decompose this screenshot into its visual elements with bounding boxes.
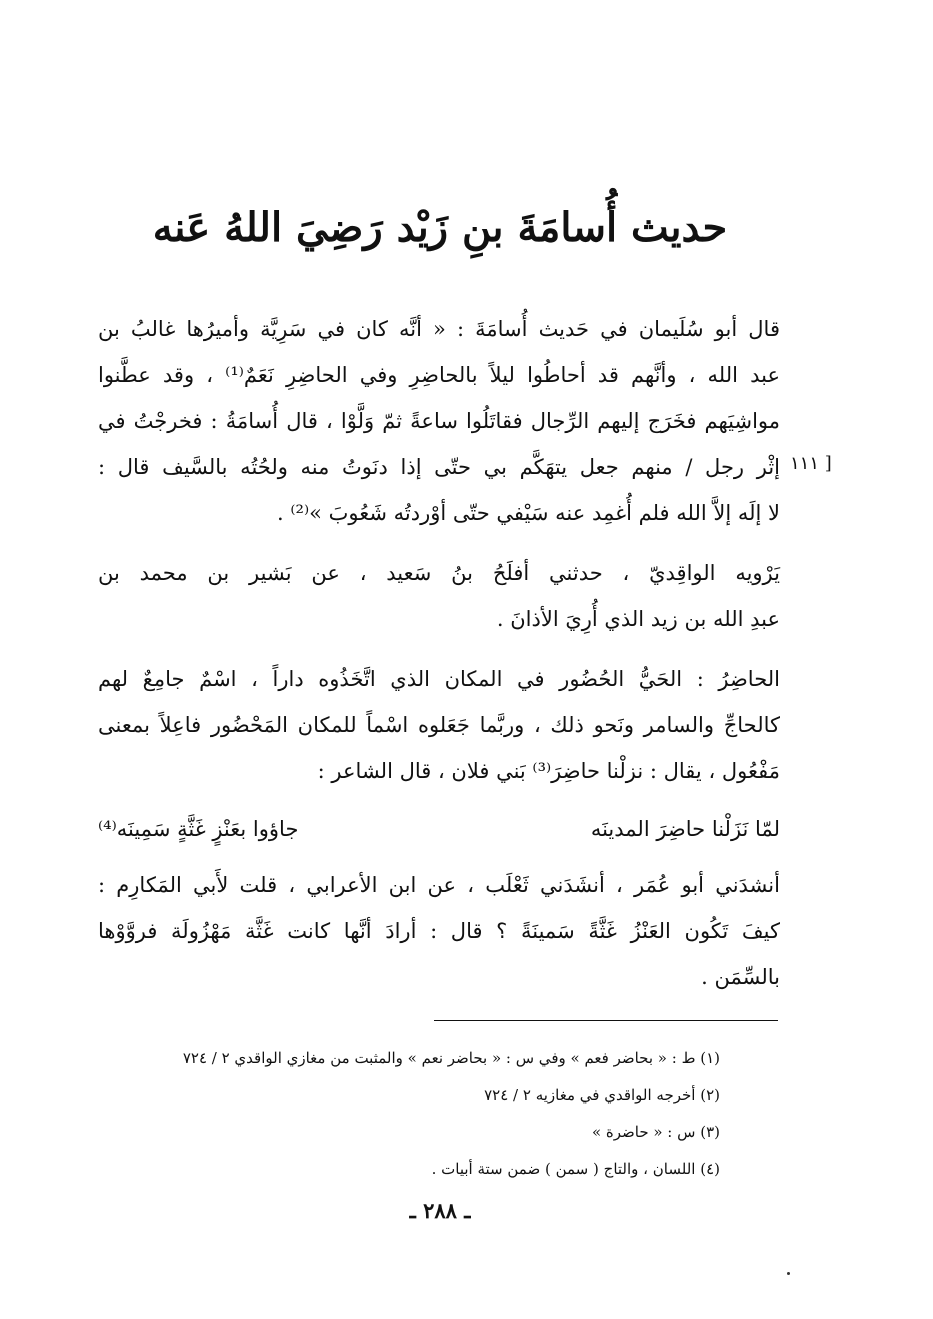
text-line: مَفْعُول ، يقال : نزلْنا حاضِرَ⁽³⁾ بَني فلان ، قال الشاعر :	[317, 759, 780, 783]
marginal-reference: [ ١١١	[790, 453, 832, 474]
page-number: ـ ٢٨٨ ـ	[409, 1198, 471, 1223]
verse-second-hemistich: جاؤوا بعَنْزٍ غَثَّةٍ سَمِينَه⁽⁴⁾	[98, 817, 299, 841]
paragraph-isnad	[98, 550, 780, 642]
footnotes	[120, 1040, 720, 1188]
footnote: (٤) اللسان ، والتاج ( سمن ) ضمن ستة أبيات .	[431, 1160, 720, 1178]
paragraph-explanation	[98, 656, 780, 794]
footnote: (٢) أخرجه الواقدي في مغازيه ٢ / ٧٢٤	[484, 1086, 720, 1104]
text-line: كيفَ تَكُون العَنْزُ غَثَّةً سَمينَةً ؟ قال : أرادَ أنَّها كانت غَثَّة مَهْزُولَة فروَّوْها	[98, 919, 780, 943]
verse-first-hemistich: لمّا نَزَلْنا حاضِرَ المدينَه	[590, 817, 780, 841]
text-line: إثْر رجل / منهم جعل يتهَكَّم بي حتّى إذا دنَوتُ منه ولحُتُه بالسَّيف قال :	[98, 455, 780, 479]
text-line: أنشدَني أبو عُمَر ، أنشَدَني ثَعْلَب ، عن ابن الأعرابي ، قلت لأَبي المَكارِم :	[98, 873, 780, 897]
text-line: قال أبو سُلَيمان في حَديث أُسامَةَ : « أنَّه كان في سَرِيَّة وأميرُها غالبُ بن	[98, 317, 780, 341]
text-line: لا إلَه إلاَّ الله فلم أُغمِد عنه سَيْفي حتّى أوْردتُه شَعُوبَ »⁽²⁾ .	[277, 501, 780, 525]
text-line: بالسِّمَن .	[701, 965, 780, 989]
text-line: مواشِيَهم فخَرَج إليهم الرِّجال فقاتَلُوا ساعةً ثمّ وَلَّوْا ، قال أُسامَةُ : فخرجْتُ في	[98, 409, 780, 433]
footnote: (٣) س : « حاضرة »	[591, 1123, 720, 1141]
paragraph-recitation	[98, 862, 780, 1000]
text-line: عبد الله ، وأنَّهم قد أحاطُوا ليلاً بالحاضِرِ وفي الحاضِرِ نَعَمٌ⁽¹⁾ ، وقد عطَّنوا	[98, 363, 780, 387]
paragraph-hadith	[98, 306, 780, 536]
footnote-divider	[434, 1020, 778, 1021]
text-line: يَرْويه الواقِديّ ، حدثني أفلَحُ بنُ سَعيد ، عن بَشير بن محمد بن	[98, 561, 780, 585]
text-line: عبدِ الله بن زيد الذي أُرِيَ الأذانَ .	[496, 607, 780, 631]
footnote: (١) ط : « بحاضر فعم » وفي س : « بحاضر نعم » والمثبت من مغازي الواقدي ٢ / ٧٢٤	[182, 1049, 720, 1067]
text-line: كالحاجِّ والسامر ونَحو ذلك ، وربَّما جَعَلوه اسْماً للمكان المَحْضُور فاعِلاً بمعنى	[98, 713, 780, 737]
poetry-verse	[98, 806, 780, 852]
text-line: الحاضِرُ : الحَيُّ الحُضُور في المكان الذي اتَّخَذُوه داراً ، اسْمٌ جامِعٌ لهم	[98, 667, 780, 691]
page-title: حديث أُسامَةَ بنِ زَيْد رَضِيَ اللهُ عَنه	[152, 204, 728, 251]
scan-speck	[787, 1272, 790, 1275]
